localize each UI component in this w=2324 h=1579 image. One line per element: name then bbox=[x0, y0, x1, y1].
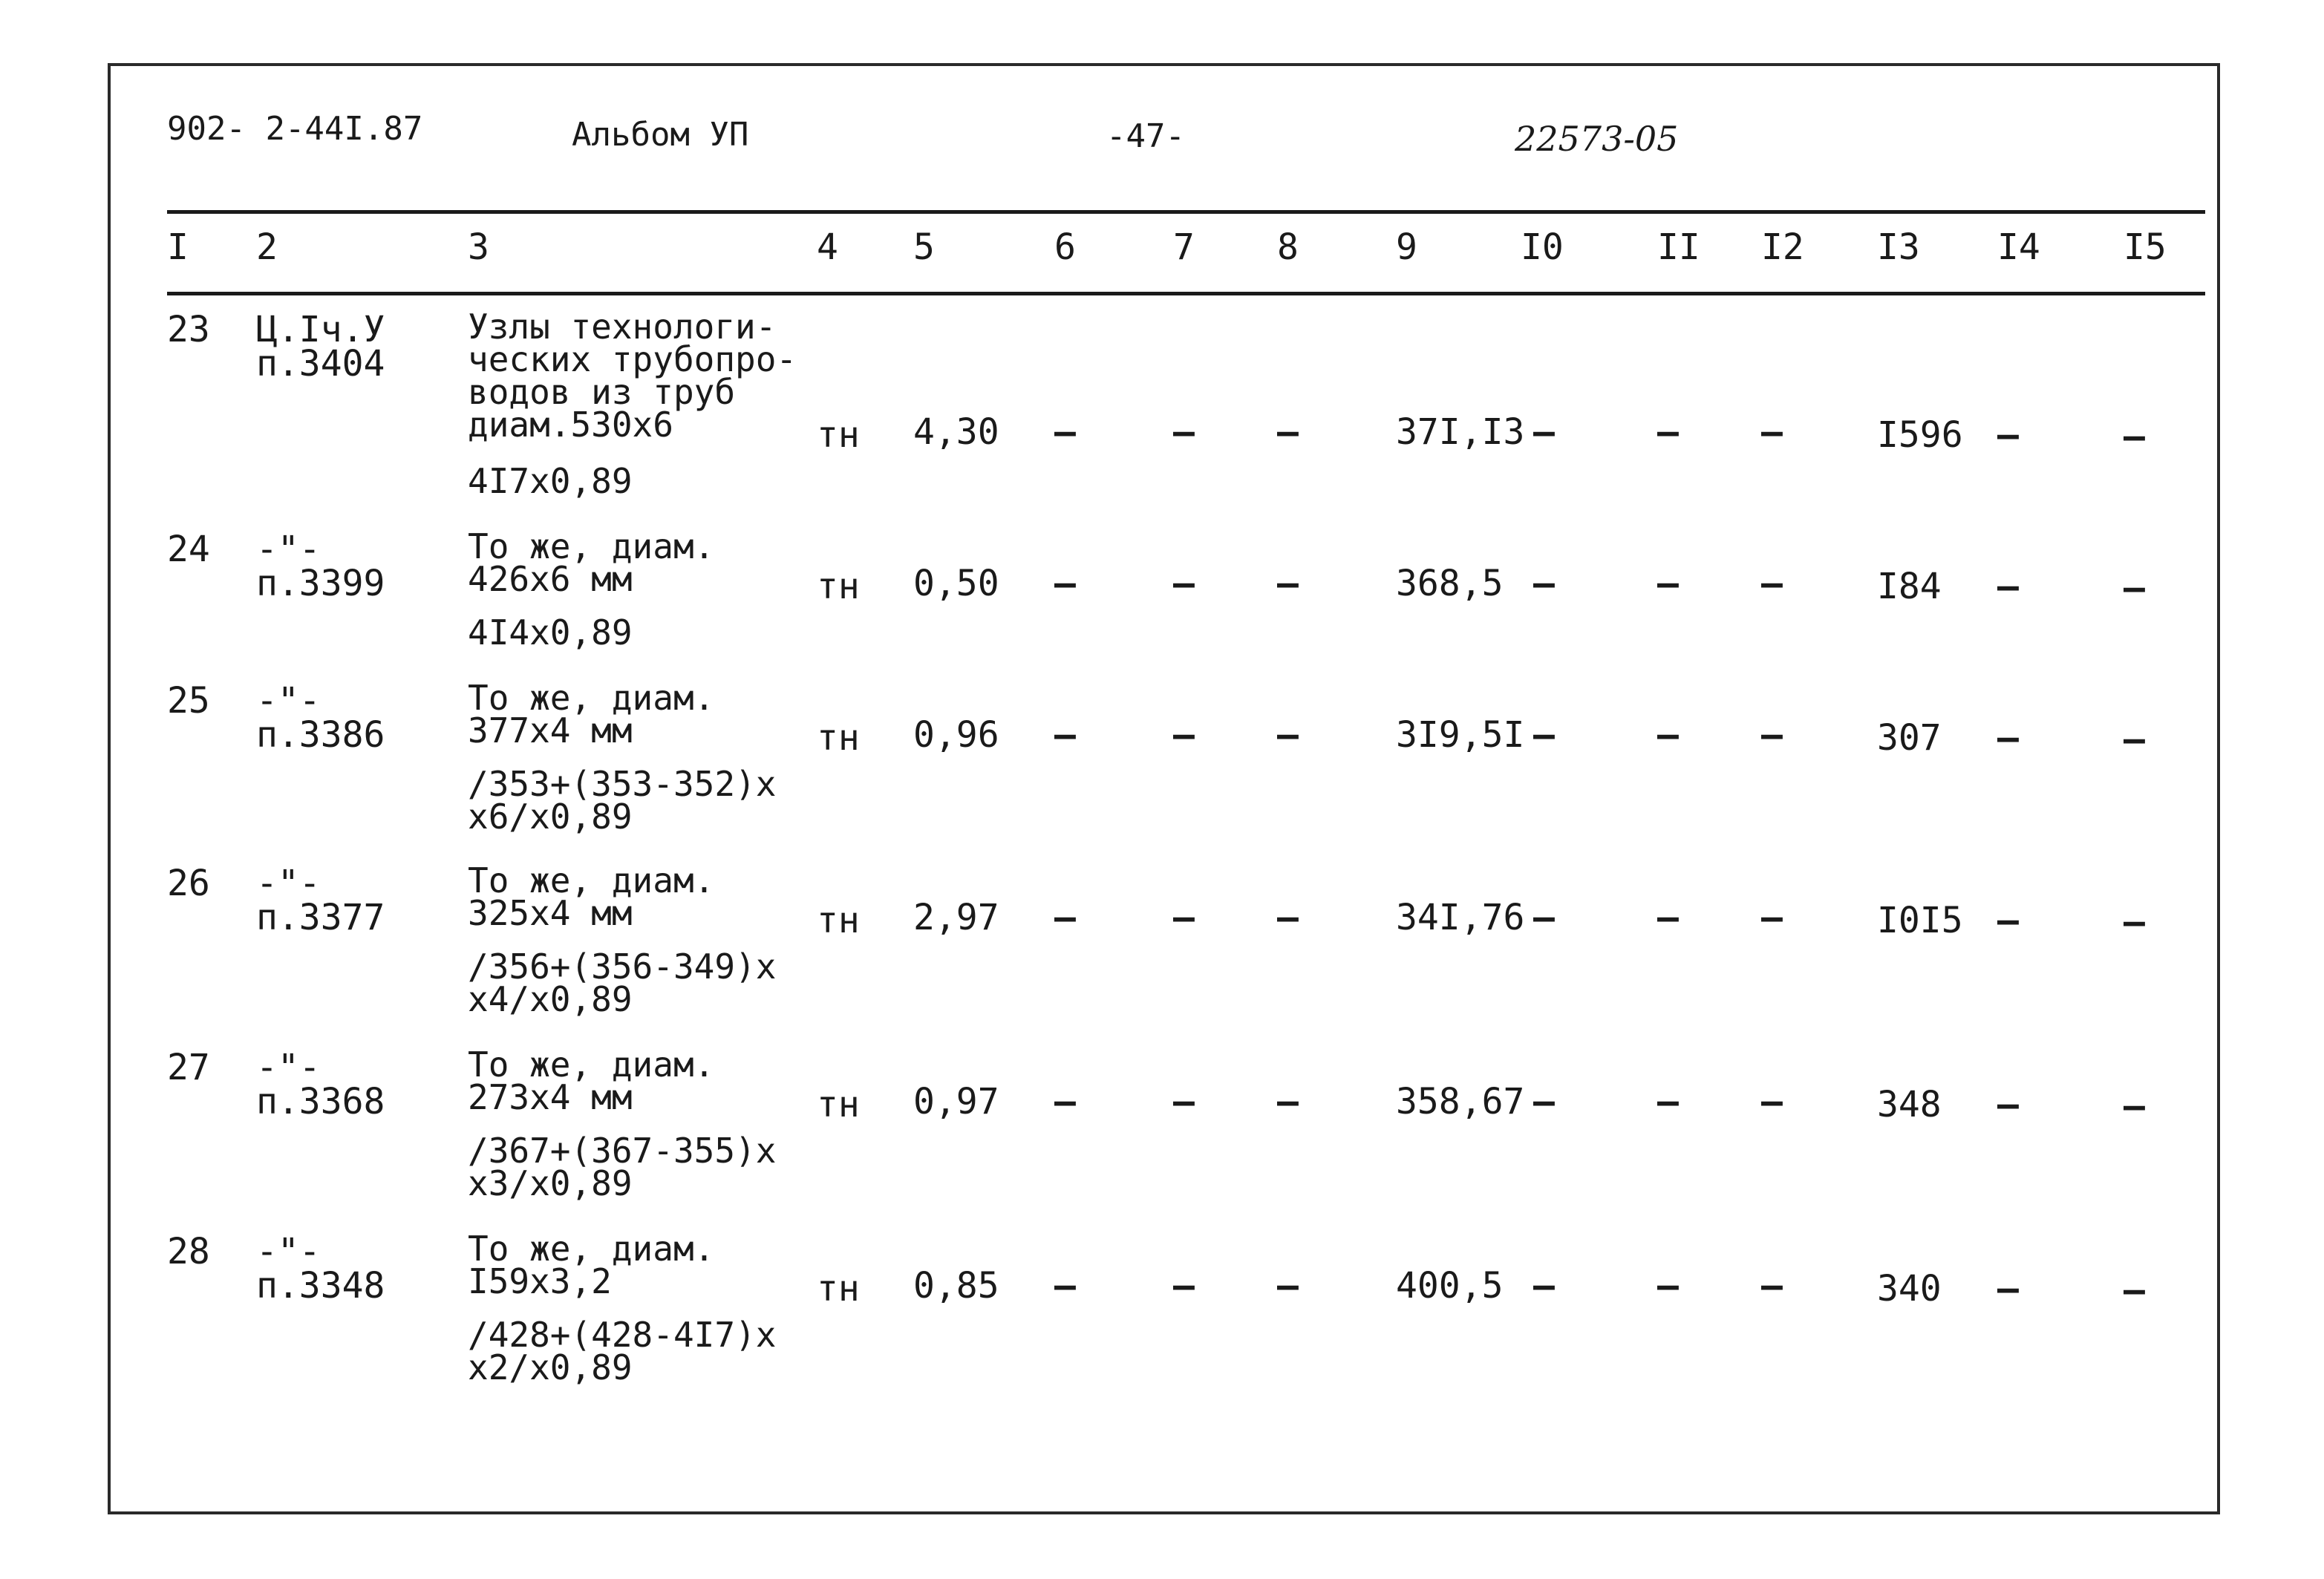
formula-line: х3/х0,89 bbox=[468, 1163, 633, 1203]
col10-cell: – bbox=[1533, 1081, 1555, 1122]
description-line: диам.530х6 bbox=[468, 405, 673, 445]
row-number: 24 bbox=[167, 529, 210, 570]
col12-cell: – bbox=[1761, 897, 1783, 938]
formula-line: 4I7х0,89 bbox=[468, 461, 633, 501]
col10-cell: – bbox=[1533, 714, 1555, 756]
col7-cell: – bbox=[1173, 897, 1195, 938]
col12-cell: – bbox=[1761, 1265, 1783, 1307]
col9-cell: 34I,76 bbox=[1396, 897, 1525, 938]
stamp-number: 22573-05 bbox=[1515, 119, 1679, 159]
col6-cell: – bbox=[1054, 714, 1076, 756]
col8-cell: – bbox=[1277, 563, 1299, 604]
col13-cell: I0I5 bbox=[1877, 900, 1963, 941]
column-header-4: 4 bbox=[817, 226, 838, 268]
col10-cell: – bbox=[1533, 897, 1555, 938]
col12-cell: – bbox=[1761, 714, 1783, 756]
quantity-cell: 0,96 bbox=[913, 714, 999, 756]
description-line: То же, диам. bbox=[468, 678, 715, 718]
col13-cell: I596 bbox=[1877, 414, 1963, 456]
row-reference-item: п.3399 bbox=[256, 563, 385, 604]
description-line: I59х3,2 bbox=[468, 1261, 612, 1301]
description-line: 426х6 мм bbox=[468, 559, 633, 599]
column-header-12: I2 bbox=[1761, 226, 1804, 268]
quantity-cell: 0,50 bbox=[913, 563, 999, 604]
col14-cell: – bbox=[1997, 414, 2019, 456]
description-line: То же, диам. bbox=[468, 526, 715, 566]
unit-cell: тн bbox=[817, 566, 860, 607]
row-reference-code: Ц.Iч.У bbox=[256, 309, 385, 350]
quantity-cell: 0,97 bbox=[913, 1081, 999, 1122]
formula-line: /353+(353-352)х bbox=[468, 764, 777, 804]
quantity-cell: 2,97 bbox=[913, 897, 999, 938]
col15-cell: – bbox=[2124, 1085, 2145, 1127]
row-reference-item: п.3386 bbox=[256, 714, 385, 756]
col15-cell: – bbox=[2124, 1269, 2145, 1311]
description-line: ческих трубопро- bbox=[468, 339, 797, 379]
formula-line: х6/х0,89 bbox=[468, 797, 633, 837]
formula-line: /428+(428-4I7)х bbox=[468, 1315, 777, 1355]
col10-cell: – bbox=[1533, 1265, 1555, 1307]
col8-cell: – bbox=[1277, 411, 1299, 453]
col7-cell: – bbox=[1173, 411, 1195, 453]
col12-cell: – bbox=[1761, 1081, 1783, 1122]
col14-cell: – bbox=[1997, 1084, 2019, 1125]
col13-cell: I84 bbox=[1877, 566, 1942, 607]
col11-cell: – bbox=[1657, 1081, 1679, 1122]
column-header-8: 8 bbox=[1277, 226, 1299, 268]
col14-cell: – bbox=[1997, 717, 2019, 759]
column-header-11: II bbox=[1657, 226, 1700, 268]
col8-cell: – bbox=[1277, 1081, 1299, 1122]
col6-cell: – bbox=[1054, 897, 1076, 938]
quantity-cell: 4,30 bbox=[913, 411, 999, 453]
page-number: -47- bbox=[1106, 117, 1185, 155]
col15-cell: – bbox=[2124, 416, 2145, 457]
unit-cell: тн bbox=[817, 1268, 860, 1310]
column-header-2: 2 bbox=[256, 226, 278, 268]
col14-cell: – bbox=[1997, 1268, 2019, 1310]
description-line: 377х4 мм bbox=[468, 710, 633, 751]
column-header-3: 3 bbox=[468, 226, 489, 268]
column-header-13: I3 bbox=[1877, 226, 1920, 268]
row-reference-code: -"- bbox=[256, 680, 321, 722]
column-header-14: I4 bbox=[1997, 226, 2040, 268]
row-number: 27 bbox=[167, 1047, 210, 1088]
column-header-7: 7 bbox=[1173, 226, 1195, 268]
row-reference-code: -"- bbox=[256, 1231, 321, 1272]
formula-line: /356+(356-349)х bbox=[468, 947, 777, 987]
column-header-6: 6 bbox=[1054, 226, 1076, 268]
col12-cell: – bbox=[1761, 563, 1783, 604]
description-line: То же, диам. bbox=[468, 1229, 715, 1269]
col8-cell: – bbox=[1277, 714, 1299, 756]
col12-cell: – bbox=[1761, 411, 1783, 453]
header-rule-top bbox=[167, 210, 2205, 214]
col14-cell: – bbox=[1997, 566, 2019, 607]
unit-cell: тн bbox=[817, 717, 860, 759]
row-number: 26 bbox=[167, 863, 210, 904]
row-number: 28 bbox=[167, 1231, 210, 1272]
col11-cell: – bbox=[1657, 563, 1679, 604]
col9-cell: 368,5 bbox=[1396, 563, 1504, 604]
formula-line: 4I4х0,89 bbox=[468, 612, 633, 653]
col7-cell: – bbox=[1173, 563, 1195, 604]
col9-cell: 3I9,5I bbox=[1396, 714, 1525, 756]
formula-line: х4/х0,89 bbox=[468, 979, 633, 1019]
col14-cell: – bbox=[1997, 900, 2019, 941]
col6-cell: – bbox=[1054, 563, 1076, 604]
col6-cell: – bbox=[1054, 1265, 1076, 1307]
row-reference-item: п.3377 bbox=[256, 897, 385, 938]
column-header-10: I0 bbox=[1521, 226, 1564, 268]
description-line: Узлы технологи- bbox=[468, 307, 777, 347]
col6-cell: – bbox=[1054, 411, 1076, 453]
quantity-cell: 0,85 bbox=[913, 1265, 999, 1307]
row-reference-item: п.3404 bbox=[256, 343, 385, 385]
description-line: водов из труб bbox=[468, 372, 736, 412]
col13-cell: 307 bbox=[1877, 717, 1942, 759]
col7-cell: – bbox=[1173, 1265, 1195, 1307]
column-header-9: 9 bbox=[1396, 226, 1417, 268]
description-line: То же, диам. bbox=[468, 1045, 715, 1085]
column-header-1: I bbox=[167, 226, 189, 268]
col15-cell: – bbox=[2124, 567, 2145, 609]
column-header-15: I5 bbox=[2124, 226, 2167, 268]
col11-cell: – bbox=[1657, 897, 1679, 938]
col10-cell: – bbox=[1533, 563, 1555, 604]
row-reference-item: п.3348 bbox=[256, 1265, 385, 1307]
row-number: 23 bbox=[167, 309, 210, 350]
row-reference-item: п.3368 bbox=[256, 1081, 385, 1122]
col15-cell: – bbox=[2124, 719, 2145, 760]
formula-line: /367+(367-355)х bbox=[468, 1131, 777, 1171]
col8-cell: – bbox=[1277, 1265, 1299, 1307]
col7-cell: – bbox=[1173, 714, 1195, 756]
description-line: 325х4 мм bbox=[468, 893, 633, 933]
col9-cell: 358,67 bbox=[1396, 1081, 1525, 1122]
col11-cell: – bbox=[1657, 411, 1679, 453]
col6-cell: – bbox=[1054, 1081, 1076, 1122]
col13-cell: 348 bbox=[1877, 1084, 1942, 1125]
col8-cell: – bbox=[1277, 897, 1299, 938]
description-line: То же, диам. bbox=[468, 860, 715, 900]
row-number: 25 bbox=[167, 680, 210, 722]
col9-cell: 400,5 bbox=[1396, 1265, 1504, 1307]
col7-cell: – bbox=[1173, 1081, 1195, 1122]
unit-cell: тн bbox=[817, 1084, 860, 1125]
album-label: Альбом УП bbox=[572, 116, 749, 154]
header-rule-bottom bbox=[167, 292, 2205, 295]
unit-cell: тн bbox=[817, 900, 860, 941]
column-header-5: 5 bbox=[913, 226, 935, 268]
col11-cell: – bbox=[1657, 1265, 1679, 1307]
description-line: 273х4 мм bbox=[468, 1077, 633, 1117]
col9-cell: 37I,I3 bbox=[1396, 411, 1525, 453]
col13-cell: 340 bbox=[1877, 1268, 1942, 1310]
col11-cell: – bbox=[1657, 714, 1679, 756]
unit-cell: тн bbox=[817, 414, 860, 456]
formula-line: х2/х0,89 bbox=[468, 1347, 633, 1387]
row-reference-code: -"- bbox=[256, 863, 321, 904]
doc-code: 902- 2-44I.87 bbox=[167, 110, 423, 148]
col10-cell: – bbox=[1533, 411, 1555, 453]
row-reference-code: -"- bbox=[256, 529, 321, 570]
row-reference-code: -"- bbox=[256, 1047, 321, 1088]
col15-cell: – bbox=[2124, 901, 2145, 943]
